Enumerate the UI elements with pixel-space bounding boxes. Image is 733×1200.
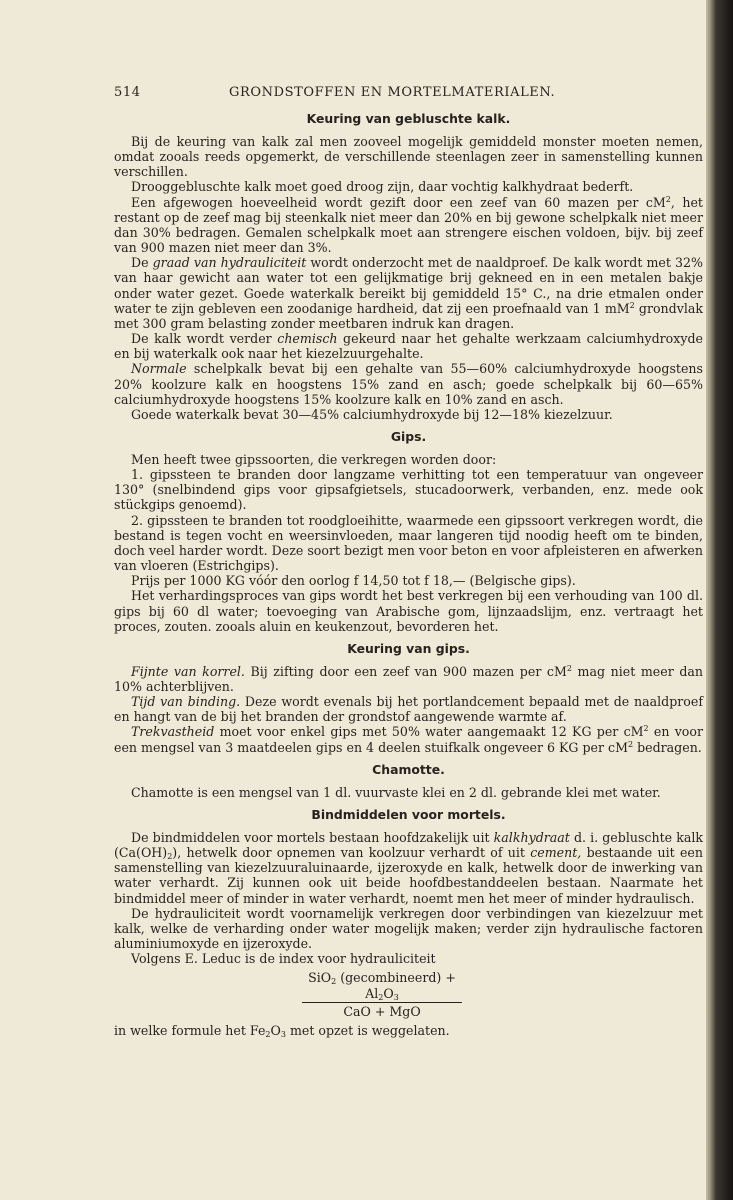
heading-keuring-gips: Keuring van gips. xyxy=(347,640,470,656)
paragraph: De hydrauliciteit wordt voornamelijk verkregen door verbindingen van kiezelzuur met kalk, welke de verharding onder water mogelijk maken; verder zijn hydraulische factoren aluminiumoxyde en ijzeroxyde. xyxy=(114,905,703,952)
paragraph: in welke formule het $Fe_2O_3$ met opzet is weggelaten. xyxy=(114,1022,450,1039)
paragraph: Prijs per 1000 KG vóór den oorlog f 14,50 tot f 18,— (Belgische gips). xyxy=(131,573,576,589)
heading-gips: Gips. xyxy=(390,428,427,444)
page-number: 514 xyxy=(114,85,141,100)
heading-chamotte: Chamotte. xyxy=(372,761,445,777)
paragraph: Tijd van binding. Deze wordt evenals bij het portlandcement bepaald met de naaldproef en hangt van de bij het branden der grondstof aangewende warmte af. xyxy=(114,694,703,725)
list-item: 1. gipssteen te branden door langzame verhitting tot een temperatuur van ongeveer 130° (snelbindend gips voor gipsafgietsels, stucadoorwerk, verbanden, enz. mede ook stückgips genoemd). xyxy=(114,467,703,513)
page-content xyxy=(114,82,703,1038)
paragraph: De kalk wordt verder chemisch gekeurd naar het gehalte werkzaam calciumhydroxyde en bij waterkalk ook naar het kiezelzuurgehalte. xyxy=(114,331,703,362)
paragraph: Chamotte is een mengsel van 1 dl. vuurvaste klei en 2 dl. gebrande klei met water. xyxy=(131,784,661,800)
paragraph: Fijnte van korrel. Bij zifting door een zeef van 900 mazen per $cM^2$ mag niet meer dan 10% achterblijven. xyxy=(114,663,703,694)
paragraph: Drooggebluschte kalk moet goed droog zijn, daar vochtig kalkhydraat bederft. xyxy=(131,179,634,195)
book-spine-shadow xyxy=(706,0,733,1200)
paragraph: Het verhardingsproces van gips wordt het best verkregen bij een verhouding van 100 dl. gips bij 60 dl water; toevoeging van Arabische gom, lijnzaadslijm, enz. vertraagt het proces, zouten. zooals aluin en keukenzout, bevorderen het. xyxy=(114,588,703,634)
paragraph: Een afgewogen hoeveelheid wordt gezift door een zeef van 60 mazen per $cM^2$, het restant op de zeef mag bij steenkalk niet meer dan 20% en bij gewone schelpkalk niet meer dan 30% bedragen. Gemalen schelpkalk moet aan strengere eischen voldoen, bijv. bij zeef van 900 mazen niet meer dan 3%. xyxy=(114,194,703,256)
running-header xyxy=(114,82,703,104)
list-item: 2. gipssteen te branden tot roodgloeihitte, waarmede een gipssoort verkregen wordt, die bestand is tegen vocht en weersinvloeden, maar langeren tijd noodig heeft om te binden, doch veel harder wordt. Deze soort bezigt men voor beton en voor afpleisteren en afwerken van vloeren (Estrichgips). xyxy=(114,512,703,574)
paragraph: Men heeft twee gipssoorten, die verkregen worden door: xyxy=(131,451,497,467)
paragraph: Normale schelpkalk bevat bij een gehalte van 55—60% calciumhydroxyde hoogstens 20% koolzure kalk en hoogstens 15% zand en asch; goede schelpkalk bij 60—65% calciumhydroxyde hoogstens 15% koolzure kalk en 10% zand en asch. xyxy=(114,361,703,407)
paragraph: Goede waterkalk bevat 30—45% calciumhydroxyde bij 12—18% kiezelzuur. xyxy=(131,406,613,422)
running-title: GRONDSTOFFEN EN MORTELMATERIALEN. xyxy=(229,85,556,100)
paragraph: Volgens E. Leduc is de index voor hydrauliciteit xyxy=(131,951,436,967)
paragraph: Bij de keuring van kalk zal men zooveel mogelijk gemiddeld monster moeten nemen, omdat zooals reeds opgemerkt, de verschillende steenlagen zeer in samenstelling kunnen verschillen. xyxy=(114,134,703,180)
formula-denominator: CaO + MgO xyxy=(343,1003,421,1019)
paragraph: De graad van hydrauliciteit wordt onderzocht met de naaldproef. De kalk wordt met 32% van haar gewicht aan water tot een gelijkmatige brij gekneed en in een metalen bakje onder water gezet. Goede waterkalk bereikt bij gemiddeld 15° C., na drie etmalen onder water te zijn gebleven een zoodanige hardheid, dat zij een proefnaald van 1 $mM^2$ grondvlak met 300 gram belasting zonder meetbaren indruk kan dragen. xyxy=(114,255,704,331)
heading-keuring-kalk: Keuring van gebluschte kalk. xyxy=(306,111,511,126)
heading-bindmiddelen: Bindmiddelen voor mortels. xyxy=(311,806,506,822)
formula-numerator: SiO$_2$ (gecombineerd) + $Al_2O_3$ xyxy=(302,970,462,1002)
paragraph: Trekvastheid moet voor enkel gips met 50% water aangemaakt 12 KG per $cM^2$ en voor een mengsel van 3 maatdeelen gips en 4 deelen stuifkalk ongeveer 6 KG per $cM^2$ bedragen. xyxy=(114,724,703,755)
hydraulicity-formula xyxy=(302,970,462,1018)
paragraph: De bindmiddelen voor mortels bestaan hoofdzakelijk uit kalkhydraat d. i. gebluschte kalk $(Ca(OH)_2)$, hetwelk door opnemen van koolzuur verhardt of uit cement, bestaande uit een samenstelling van kiezelzuuraluinaarde, ijzeroxyde en kalk, hetwelk door de inwerking van water verhardt. Zij kunnen ook uit beide hoofdbestanddeelen bestaan. Naarmate het bindmiddel meer of minder in water verhardt, noemt men het meer of minder hydraulisch. xyxy=(114,829,703,906)
